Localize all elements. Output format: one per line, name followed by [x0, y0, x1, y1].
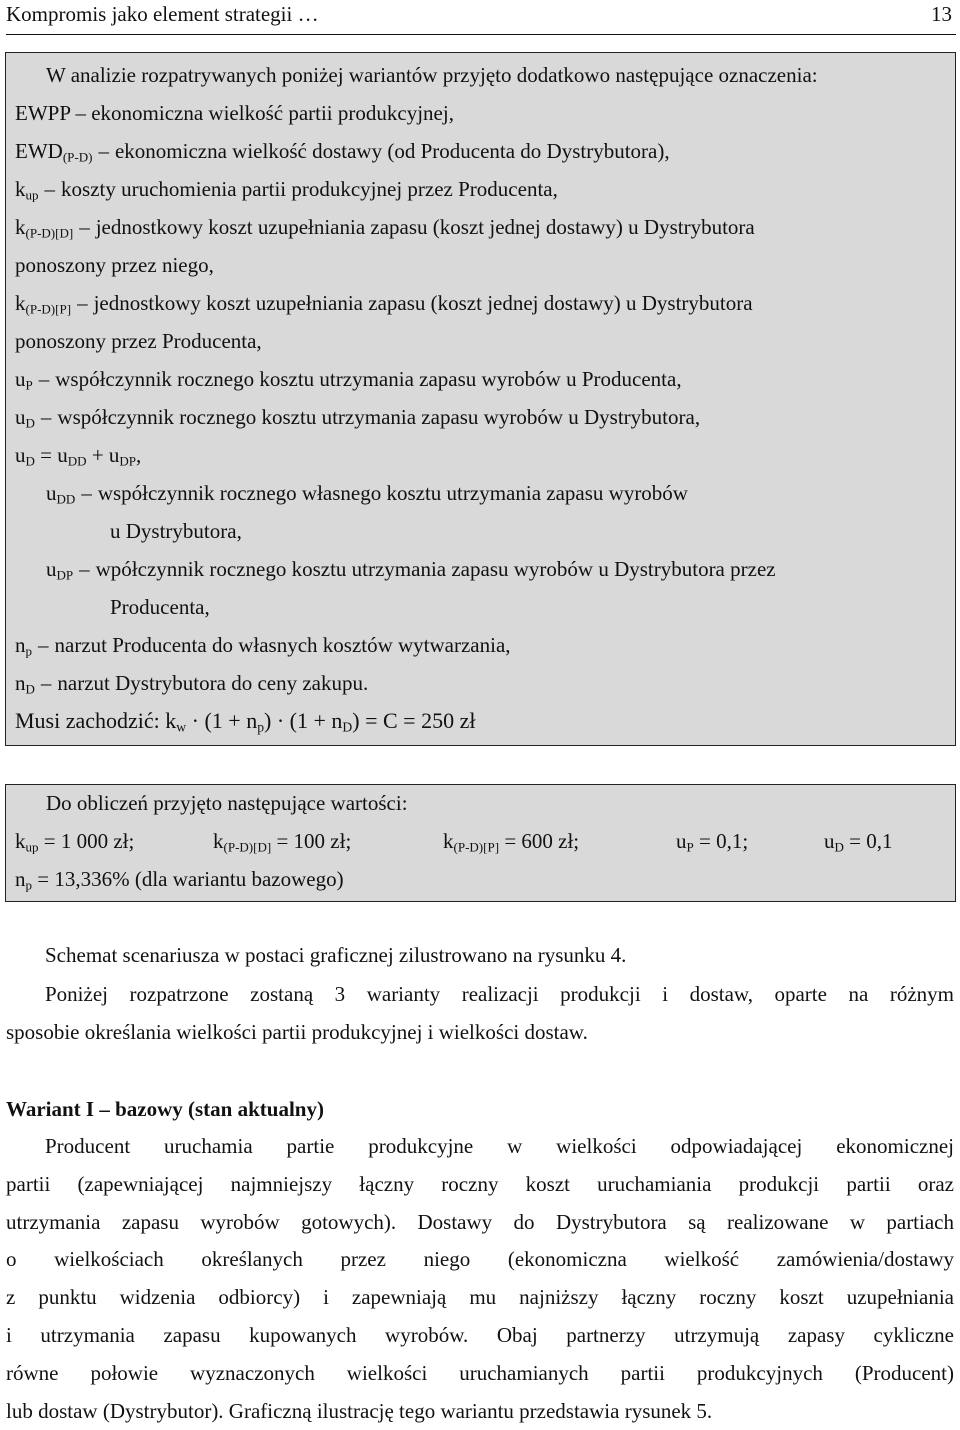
symbol-sub: (P-D) [62, 149, 93, 165]
def-udd-cont: u Dystrybutora, [110, 519, 242, 543]
page-number: 13 [931, 2, 952, 26]
paragraph-line: Poniżej rozpatrzone zostaną 3 warianty realizacji produkcji i dostaw, oparte na różnym [45, 982, 954, 1006]
constraint-sub: D [342, 719, 353, 735]
def-text: wpółczynnik rocznego kosztu utrzymania zapasu wyrobów u Dystrybutora przez [95, 557, 776, 581]
constraint-sub: w [176, 719, 187, 735]
def-udd: $u_{DD}$ – współczynnik rocznego własnego kosztu utrzymania zapasu wyrobów [46, 481, 688, 507]
def-kd: $k_{(P-D)[D]}$ – jednostkowy koszt uzupełniania zapasu (koszt jednej dostawy) u Dystrybutora [15, 215, 755, 241]
def-text: współczynnik rocznego kosztu utrzymania zapasu wyrobów u Producenta, [55, 367, 682, 391]
symbol-sub: D [25, 415, 35, 431]
def-text: koszty uruchomienia partii produkcyjnej przez Producenta, [61, 177, 558, 201]
symbol: k [15, 291, 26, 315]
eq-part: = u [34, 443, 68, 467]
values-box [5, 784, 956, 902]
symbol-sub: p [25, 877, 33, 893]
eq-symbol: u [15, 443, 26, 467]
def-udp: $u_{DP}$ – wpółczynnik rocznego kosztu utrzymania zapasu wyrobów u Dystrybutora przez [46, 557, 776, 583]
def-text: narzut Dystrybutora do ceny zakupu. [57, 671, 369, 695]
symbol-sub: p [25, 643, 33, 659]
symbol: u [824, 829, 835, 853]
value-kup [15, 827, 134, 855]
def-text: narzut Producenta do własnych kosztów wytwarzania, [54, 633, 511, 657]
def-ud-equation [15, 441, 141, 469]
symbol: n [15, 671, 26, 695]
symbol: k [213, 829, 224, 853]
constraint-part: · (1 + n [186, 708, 258, 733]
eq-sub: D [25, 453, 35, 469]
def-ewd: $EWD_{(P-D)}$ – ekonomiczna wielkość dostawy (od Producenta do Dystrybutora), [15, 139, 670, 165]
def-text: ekonomiczna wielkość dostawy (od Producenta do Dystrybutora), [114, 139, 670, 163]
value-text: = 100 zł; [271, 829, 352, 853]
definitions-box [5, 52, 956, 746]
constraint-part: Musi zachodzić: k [15, 708, 177, 733]
value-text: = 600 zł; [499, 829, 580, 853]
values-intro: Do obliczeń przyjęto następujące wartości: [46, 791, 408, 815]
symbol-sub: (P-D)[P] [25, 301, 72, 317]
value-kp [443, 827, 579, 855]
eq-part: , [136, 443, 142, 467]
value-up [676, 827, 748, 855]
symbol-sub: (P-D)[D] [25, 225, 74, 241]
page-header [6, 0, 956, 35]
def-udp-cont: Producenta, [110, 595, 210, 619]
symbol-sub: up [25, 187, 39, 203]
value-np [15, 865, 344, 893]
symbol-sub: DP [56, 567, 74, 583]
symbol-sub: up [25, 839, 39, 855]
value-ud [824, 827, 893, 855]
paragraph-line: równe połowie wyznaczonych wielkości uruchamianych partii produkcyjnych (Producent) [6, 1360, 954, 1385]
value-text: = 0,1; [693, 829, 749, 853]
symbol: u [676, 829, 687, 853]
symbol-sub: P [686, 839, 694, 855]
def-text: współczynnik rocznego kosztu utrzymania zapasu wyrobów u Dystrybutora, [57, 405, 701, 429]
def-kp-cont: ponoszony przez Producenta, [15, 329, 262, 353]
def-text: jednostkowy koszt uzupełniania zapasu (koszt jednej dostawy) u Dystrybutora [93, 291, 753, 315]
symbol-sub: D [834, 839, 844, 855]
paragraph-line: lub dostaw (Dystrybutor). Graficzną ilustrację tego wariantu przedstawia rysunek 5. [6, 1398, 713, 1423]
running-title: Kompromis jako element strategii … [6, 2, 319, 26]
paragraph-line: z punktu widzenia odbiorcy) i zapewniają mu najniższy łączny roczny koszt uzupełniania [6, 1285, 954, 1310]
paragraph-line: i utrzymania zapasu kupowanych wyrobów. Obaj partnerzy utrzymują zapasy cykliczne [6, 1322, 954, 1347]
symbol: k [443, 829, 454, 853]
definitions-intro: W analizie rozpatrywanych poniżej wariantów przyjęto dodatkowo następujące oznaczenia: [46, 63, 818, 87]
symbol-sub: (P-D)[D] [223, 839, 272, 855]
def-ud: $u_D$ – współczynnik rocznego kosztu utrzymania zapasu wyrobów u Dystrybutora, [15, 405, 701, 431]
value-text: = 1 000 zł; [38, 829, 135, 853]
symbol-sub: D [25, 681, 35, 697]
symbol: u [46, 557, 57, 581]
constraint-part: ) = C = 250 zł [352, 708, 476, 733]
symbol: EWD [15, 139, 63, 163]
paragraph-line: o wielkościach określanych przez niego (ekonomiczna wielkość zamówienia/dostawy [6, 1247, 954, 1272]
value-text: = 13,336% (dla wariantu bazowego) [32, 867, 344, 891]
symbol: k [15, 215, 26, 239]
def-nd: $n_D$ – narzut Dystrybutora do ceny zakupu. [15, 671, 369, 697]
def-constraint [15, 707, 475, 735]
def-kup: $k_{up}$ – koszty uruchomienia partii produkcyjnej przez Producenta, [15, 177, 558, 203]
symbol: n [15, 633, 26, 657]
def-text: współczynnik rocznego własnego kosztu utrzymania zapasu wyrobów [97, 481, 688, 505]
symbol-sub: DD [56, 491, 76, 507]
schema-sentence: Schemat scenariusza w postaci graficznej zilustrowano na rysunku 4. [45, 943, 627, 967]
eq-sub: DD [67, 453, 87, 469]
paragraph-line: Producent uruchamia partie produkcyjne w wielkości odpowiadającej ekonomicznej [45, 1134, 954, 1158]
symbol: n [15, 867, 26, 891]
symbol-sub: P [25, 377, 33, 393]
def-ewpp: EWPP – ekonomiczna wielkość partii produkcyjnej, [15, 101, 454, 125]
symbol-sub: (P-D)[P] [453, 839, 500, 855]
def-np: $n_p$ – narzut Producenta do własnych kosztów wytwarzania, [15, 633, 511, 659]
constraint-sub: p [257, 719, 265, 735]
symbol: k [15, 829, 26, 853]
def-kd-cont: ponoszony przez niego, [15, 253, 214, 277]
constraint-part: ) · (1 + n [264, 708, 343, 733]
eq-sub: DP [119, 453, 137, 469]
def-text: jednostkowy koszt uzupełniania zapasu (koszt jednej dostawy) u Dystrybutora [95, 215, 755, 239]
paragraph-line: partii (zapewniającej najmniejszy łączny roczny koszt uruchamiania produkcji partii oraz [6, 1171, 954, 1196]
symbol: u [15, 405, 26, 429]
paragraph-line: sposobie określania wielkości partii produkcyjnej i wielkości dostaw. [6, 1019, 588, 1044]
symbol: k [15, 177, 26, 201]
section-heading: Wariant I – bazowy (stan aktualny) [6, 1097, 324, 1121]
paragraph-variant-1 [6, 1128, 954, 1430]
symbol: u [46, 481, 57, 505]
paragraph-intro [6, 976, 954, 1052]
eq-part: + u [86, 443, 120, 467]
value-kd [213, 827, 351, 855]
symbol: u [15, 367, 26, 391]
value-text: = 0,1 [843, 829, 893, 853]
def-kp: $k_{(P-D)[P]}$ – jednostkowy koszt uzupełniania zapasu (koszt jednej dostawy) u Dystrybutora [15, 291, 753, 317]
def-up: $u_P$ – współczynnik rocznego kosztu utrzymania zapasu wyrobów u Producenta, [15, 367, 682, 393]
paragraph-line: utrzymania zapasu wyrobów gotowych). Dostawy do Dystrybutora są realizowane w partiach [6, 1209, 954, 1234]
